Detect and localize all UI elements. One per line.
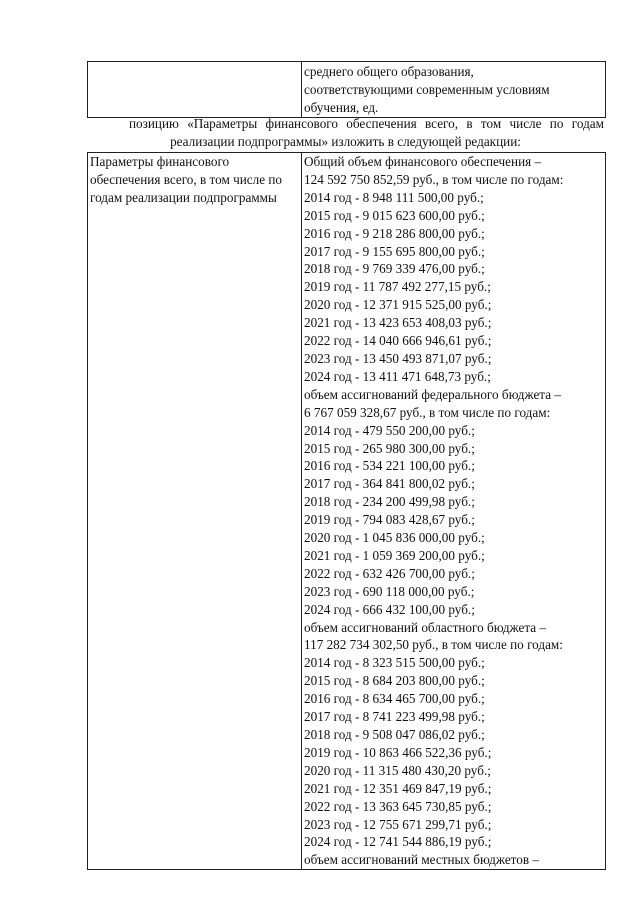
value-line: 124 592 750 852,59 руб., в том числе по годам:: [304, 171, 564, 187]
top-table-line: соответствующими современным условиям: [304, 81, 550, 97]
value-line: 2022 год - 13 363 645 730,85 руб.;: [304, 798, 492, 814]
value-line: 117 282 734 302,50 руб., в том числе по годам:: [304, 637, 563, 653]
value-line: 2016 год - 534 221 100,00 руб.;: [304, 458, 475, 474]
top-table-line: среднего общего образования,: [304, 64, 474, 79]
value-line: объем ассигнований областного бюджета –: [304, 619, 547, 635]
value-line: 2020 год - 11 315 480 430,20 руб.;: [304, 762, 491, 778]
value-line: 2017 год - 364 841 800,02 руб.;: [304, 476, 475, 492]
value-line: 2023 год - 13 450 493 871,07 руб.;: [304, 350, 492, 366]
top-table-line: обучения, ед.: [304, 99, 379, 115]
value-line: 2023 год - 690 118 000,00 руб.;: [304, 583, 475, 599]
value-line: 2018 год - 9 769 339 476,00 руб.;: [304, 261, 485, 277]
value-line: 2023 год - 12 755 671 299,71 руб.;: [304, 816, 492, 832]
value-line: 2018 год - 9 508 047 086,02 руб.;: [304, 727, 485, 742]
value-lines: [304, 153, 603, 869]
value-line: 2014 год - 8 323 515 500,00 руб.;: [304, 655, 485, 671]
value-line: 2014 год - 8 948 111 500,00 руб.;: [304, 189, 484, 205]
value-line: 2017 год - 9 155 695 800,00 руб.;: [304, 243, 485, 259]
value-line: 2021 год - 12 351 469 847,19 руб.;: [304, 780, 492, 796]
top-table-right-cell: [302, 62, 606, 118]
value-line: 2015 год - 9 015 623 600,00 руб.;: [304, 207, 485, 223]
value-line: 2020 год - 1 045 836 000,00 руб.;: [304, 530, 485, 546]
value-line: 2016 год - 8 634 465 700,00 руб.;: [304, 691, 485, 707]
table-row: [88, 153, 606, 870]
table-row: [88, 62, 606, 118]
value-line: 2020 год - 12 371 915 525,00 руб.;: [304, 297, 492, 313]
value-line: 2019 год - 11 787 492 277,15 руб.;: [304, 279, 491, 295]
value-line: Общий объем финансового обеспечения –: [304, 154, 542, 169]
value-line: 2019 год - 794 083 428,67 руб.;: [304, 512, 475, 528]
top-table-fragment: [87, 61, 606, 118]
value-line: 2022 год - 632 426 700,00 руб.;: [304, 565, 475, 581]
value-line: объем ассигнований местных бюджетов –: [304, 852, 539, 868]
value-line: 2018 год - 234 200 499,98 руб.;: [304, 494, 475, 510]
parameter-value-cell: [302, 153, 606, 870]
value-line: 2015 год - 265 980 300,00 руб.;: [304, 440, 475, 456]
intro-paragraph: позицию «Параметры финансового обеспечения всего, в том числе по годам реализации подпрограммы» изложить в следующей редакции:: [129, 116, 604, 149]
value-line: 2016 год - 9 218 286 800,00 руб.;: [304, 225, 485, 241]
value-line: объем ассигнований федерального бюджета –: [304, 386, 561, 402]
value-line: 2019 год - 10 863 466 522,36 руб.;: [304, 744, 492, 760]
value-line: 6 767 059 328,67 руб., в том числе по годам:: [304, 404, 551, 420]
top-table-left-cell: [88, 62, 302, 118]
value-line: 2024 год - 666 432 100,00 руб.;: [304, 601, 475, 617]
value-line: 2017 год - 8 741 223 499,98 руб.;: [304, 709, 485, 725]
financing-parameters-table: [87, 152, 606, 870]
parameter-name-cell: Параметры финансового обеспечения всего, в том числе по годам реализации подпрограммы: [88, 153, 302, 870]
value-line: 2024 год - 12 741 544 886,19 руб.;: [304, 834, 492, 850]
value-line: 2021 год - 13 423 653 408,03 руб.;: [304, 315, 492, 331]
value-line: 2015 год - 8 684 203 800,00 руб.;: [304, 673, 485, 689]
value-line: 2024 год - 13 411 471 648,73 руб.;: [304, 368, 491, 384]
value-line: 2014 год - 479 550 200,00 руб.;: [304, 422, 475, 438]
value-line: 2021 год - 1 059 369 200,00 руб.;: [304, 547, 485, 563]
value-line: 2022 год - 14 040 666 946,61 руб.;: [304, 333, 492, 349]
